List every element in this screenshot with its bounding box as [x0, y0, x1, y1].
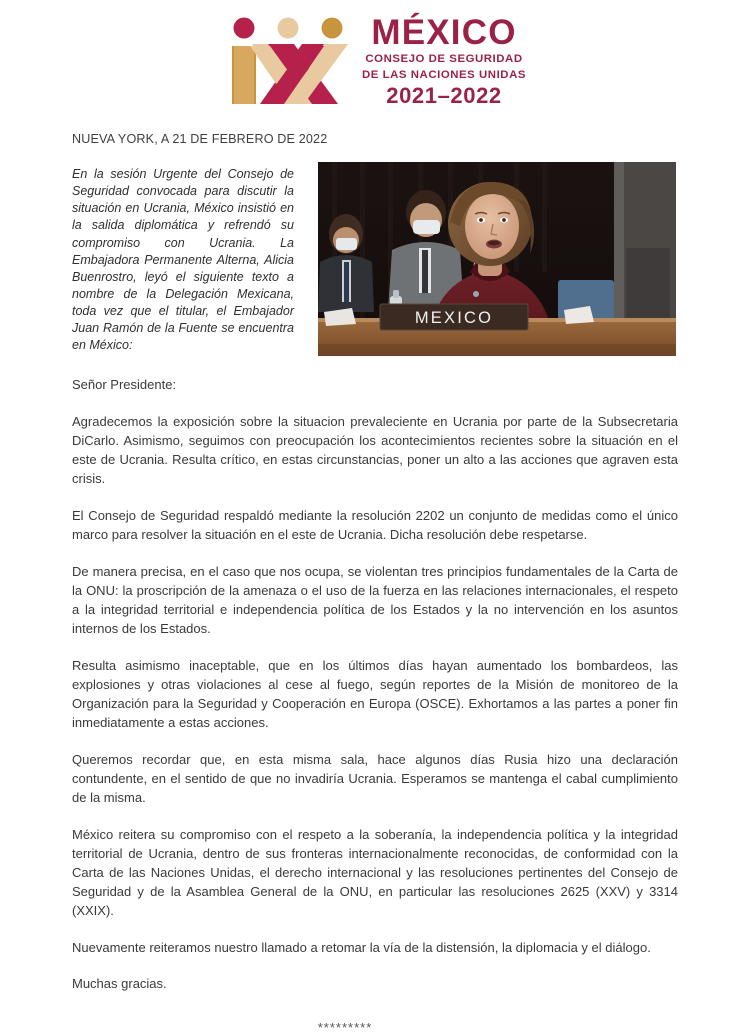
body-paragraph-1: Agradecemos la exposición sobre la situacion prevaleciente en Ucrania por parte de la Subsecretaria DiCarlo. Asimismo, seguimos con preocupación los acontecimientos recientes sobre la situación en el este de Ucrania. Resulta crítico, en estas circunstancias, poner un alto a las acciones que agraven esta crisis. [72, 414, 678, 487]
body-paragraph-3: De manera precisa, en el caso que nos ocupa, se violentan tres principios fundamentales de la Carta de la ONU: la proscripción de la amenaza o el uso de la fuerza en las relaciones internacionales, el respeto a la integridad territorial e independencia política de los Estados y la no intervención en los asuntos internos de los Estados. [72, 564, 678, 636]
body-paragraph-7: Nuevamente reiteramos nuestro llamado a retomar la vía de la distensión, la diplomacia y el diálogo. [72, 939, 651, 955]
session-photo-image [318, 162, 676, 356]
salutation: Señor Presidente: [72, 377, 177, 392]
intro-paragraph: En la sesión Urgente del Consejo de Seguridad convocada para discutir la situación en Ucrania, México insistió en la salida diplomática y refrendó su compromiso con Ucrania. La Embajadora Permanente Alterna, Alicia Buenrostro, leyó el siguiente texto a nombre de la Delegación Mexicana, toda vez que el titular, el Embajador Juan Ramón de la Fuente se encuentra en México: [72, 167, 294, 353]
body-paragraph-2: El Consejo de Seguridad respaldó mediante la resolución 2202 un conjunto de medidas como el único marco para resolver la situación en el este de Ucrania. Dicha resolución debe respetarse. [72, 508, 678, 543]
logo-wordmark [362, 12, 526, 110]
session-photo [318, 162, 676, 356]
letter-body [72, 376, 678, 1035]
logo-subtitle-line-2: DE LAS NACIONES UNIDAS [362, 68, 526, 81]
body-paragraph-5: Queremos recordar que, en esta misma sala, hace algunos días Rusia hizo una declaración contundente, en el sentido de que no invadiría Ucrania. Esperamos se mantenga el cabal cumplimiento de la misma. [72, 751, 678, 805]
intro-section [72, 166, 678, 362]
end-separator: ********* [317, 1020, 373, 1035]
document-header [0, 0, 750, 110]
logo-subtitle-line-1: CONSEJO DE SEGURIDAD [365, 52, 523, 65]
logo-years: 2021–2022 [386, 83, 502, 109]
svg-text:MEXICO: MEXICO [414, 309, 494, 327]
closing-line: Muchas gracias. [72, 976, 167, 992]
dateline: NUEVA YORK, A 21 DE FEBRERO DE 2022 [72, 132, 328, 146]
body-paragraph-4: Resulta asimismo inaceptable, que en los últimos días hayan aumentado los bombardeos, las explosiones y otras violaciones al cese al fuego, según reportes de la Misión de monitoreo de la Organización para la Seguridad y Cooperación en Europa (OSCE). Exhortamos a las partes a poner fin inmediatamente a estas acciones. [72, 657, 678, 730]
mexico-unsc-logo-icon [224, 16, 352, 108]
body-paragraph-6: México reitera su compromiso con el respeto a la soberanía, la independencia política y la integridad territorial de Ucrania, dentro de sus fronteras internacionalmente reconocidas, de conformidad con la Carta de las Naciones Unidas, el derecho internacional y las resoluciones pertinentes del Consejo de Seguridad y de la Asamblea General de la ONU, en particular las resoluciones 2625 (XXV) y 3314 (XXIX). [72, 826, 678, 918]
logo-brand: MÉXICO [371, 12, 517, 52]
